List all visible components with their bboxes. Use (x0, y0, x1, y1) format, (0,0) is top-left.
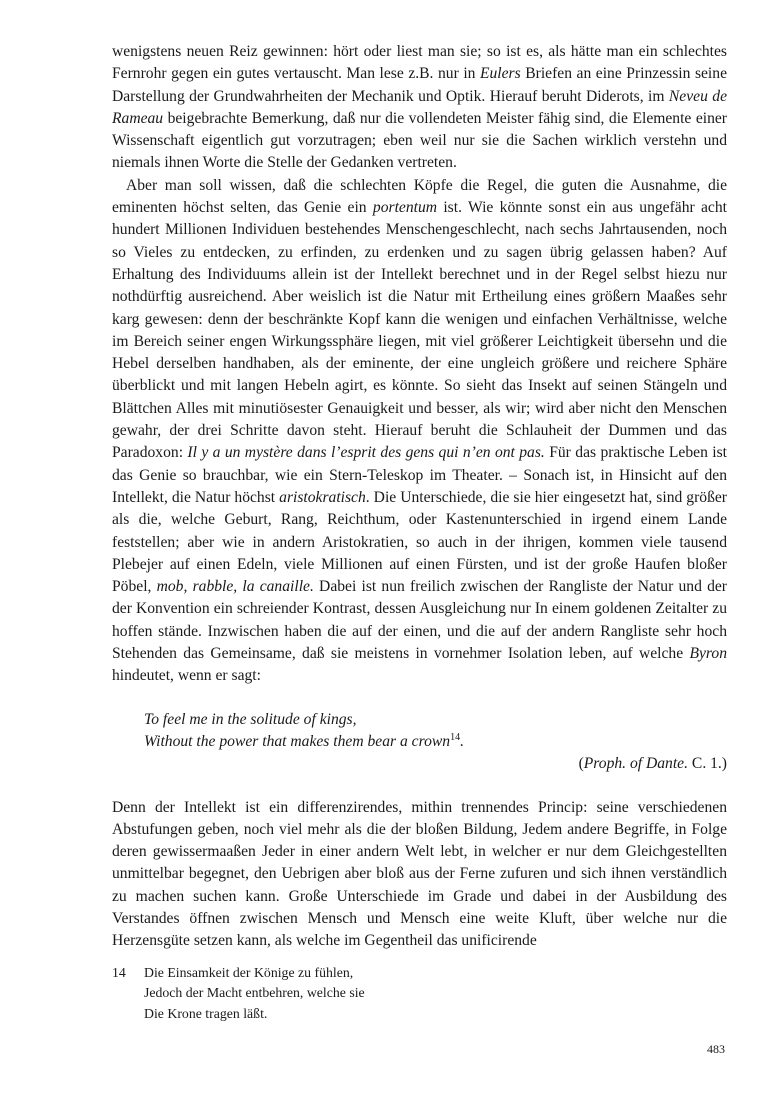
italic-text: Byron (689, 645, 727, 663)
paragraph-3 (112, 797, 727, 953)
footnote (112, 963, 727, 1025)
text-run: C. 1.) (688, 755, 727, 773)
italic-text: Il y a un mystère dans l’esprit des gens qui n’en ont pas. (187, 444, 545, 462)
verse-line-2-text: Without the power that makes them bear a crown (144, 732, 451, 750)
text-run: beigebrachte Bemerkung, daß nur die vollendeten Meister fähig sind, die Elemente einer Wissenschaft eigentlich gut vorzutragen; eben weil nur sie die Sachen wirklich verstehn und niemals ihnen Worte die Stelle der Gedanken vertreten. (112, 109, 727, 172)
italic-text: mob, rabble, la canaille. (156, 578, 314, 596)
verse-citation (112, 753, 727, 775)
italic-text: Proph. of Dante. (583, 755, 689, 773)
verse-line-2-end: . (460, 732, 464, 750)
footnote-line-3: Die Krone tragen läßt. (144, 1005, 268, 1021)
footnote-line-1: Die Einsamkeit der Könige zu fühlen, (144, 964, 354, 980)
italic-text: aristokratisch (279, 488, 366, 506)
paragraph-2 (112, 175, 727, 688)
footnote-line-2: Jedoch der Macht entbehren, welche sie (144, 985, 365, 1001)
text-run: ( (578, 755, 584, 773)
verse-quote (112, 709, 727, 754)
text-run: ist. Wie könnte sonst ein aus ungefähr acht hundert Millionen Individuen bestehendes Menschengeschlecht, nach sechs Jahrtausenden, noch so Vieles zu entdecken, zu erfinden, zu erdenken und zu sagen übrig gelassen haben? Auf Erhaltung des Individuums allein ist der Intellekt berechnet und in der Regel selbst hiezu nur nothdürftig ausreichend. Aber weislich ist die Natur mit Ertheilung eines größern Maaßes sehr karg gewesen: denn der beschränkte Kopf kann die wenigen und einfachen Verhältnisse, welche im Bereich seiner engen Wirkungssphäre liegen, mit viel größerer Leichtigkeit übersehn und die Hebel derselben handhaben, als der eminente, der eine ungleich größere und reichere Sphäre überblickt und mit langen Hebeln agirt, es könnte. So sieht das Insekt auf seinen Stängeln und Blättchen Alles mit minutiösester Genauigkeit und besser, als wir; wird aber nicht den Menschen gewahr, der drei Schritte davon steht. Hierauf beruht die Schlauheit der Dummen und das Paradoxon: (112, 199, 727, 462)
text-run: wenigstens neuen Reiz gewinnen: hört oder liest man sie; so ist es, als hätte man ein schlechtes Fernrohr gegen ein gutes vertauscht. Man lese z.B. nur in (112, 43, 727, 83)
text-run: Briefen an eine Prinzessin seine Darstellung der Grundwahrheiten der Mechanik und Optik. Hierauf beruht Diderots, im (112, 65, 727, 105)
text-run: Denn der Intellekt ist ein differenzirendes, mithin trennendes Princip: seine verschiedenen Abstufungen geben, noch viel mehr als die der bloßen Bildung, Jedem andere Begriffe, in Folge deren gewissermaaßen Jeder in einer andern Welt lebt, in welcher er nur dem Gleichgestellten unmittelbar begegnet, den Uebrigen aber bloß aus der Ferne zufuren und sich ihnen verständlich zu machen suchen kann. Große Unterschiede im Grade und dabei in der Ausbildung des Verstandes öffnen zwischen Mensch und Mensch eine weite Kluft, über welche nur die Herzensgüte setzen kann, als welche im Gegentheil das unificirende (112, 798, 727, 950)
verse-line-1: To feel me in the solitude of kings, (144, 710, 357, 728)
text-run: Aber man soll wissen, daß die schlechten Köpfe die Regel, die guten die Ausnahme, die eminenten höchst selten, das Genie ein (112, 176, 727, 217)
text-run: Für das praktische Leben ist das Genie so brauchbar, wie ein Stern-Teleskop im Theater. – Sonach ist, in Hinsicht auf den Intellekt, die Natur höchst (112, 444, 727, 506)
italic-text: portentum (372, 199, 438, 217)
text-run: Dabei ist nun freilich zwischen der Rangliste der Natur und der der Konvention ein schreiender Kontrast, dessen Ausgleichung nur In einem goldenen Zeitalter zu hoffen stände. Inzwischen haben die auf der einen, und die auf der andern Rangliste sehr hoch Stehenden das Gemeinsame, daß sie meistens in vornehmer Isolation leben, auf welche (112, 578, 727, 663)
italic-text: Neveu de Rameau (112, 87, 727, 127)
page-number: 483 (707, 1042, 725, 1056)
verse-line-2 (144, 731, 727, 753)
text-run: hindeutet, wenn er sagt: (112, 667, 261, 685)
paragraph-1 (112, 41, 727, 175)
italic-text: Eulers (479, 65, 521, 83)
footnote-number: 14 (112, 964, 126, 980)
footnote-reference[interactable]: 14 (450, 731, 461, 743)
text-run: . Die Unterschiede, die sie hier eingesetzt hat, sind größer als die, welche Geburt, Rang, Reichthum, oder Kastenunterschied in irgend einem Lande feststellen; aber wie in andern Aristokratien, so auch in der ihrigen, kommen viele tausend Plebejer auf einen Edeln, viele Millionen auf einen Fürsten, und ist der große Haufen bloßer Pöbel, (112, 488, 727, 596)
page-content (112, 41, 727, 1024)
footnote-text (144, 963, 365, 1025)
